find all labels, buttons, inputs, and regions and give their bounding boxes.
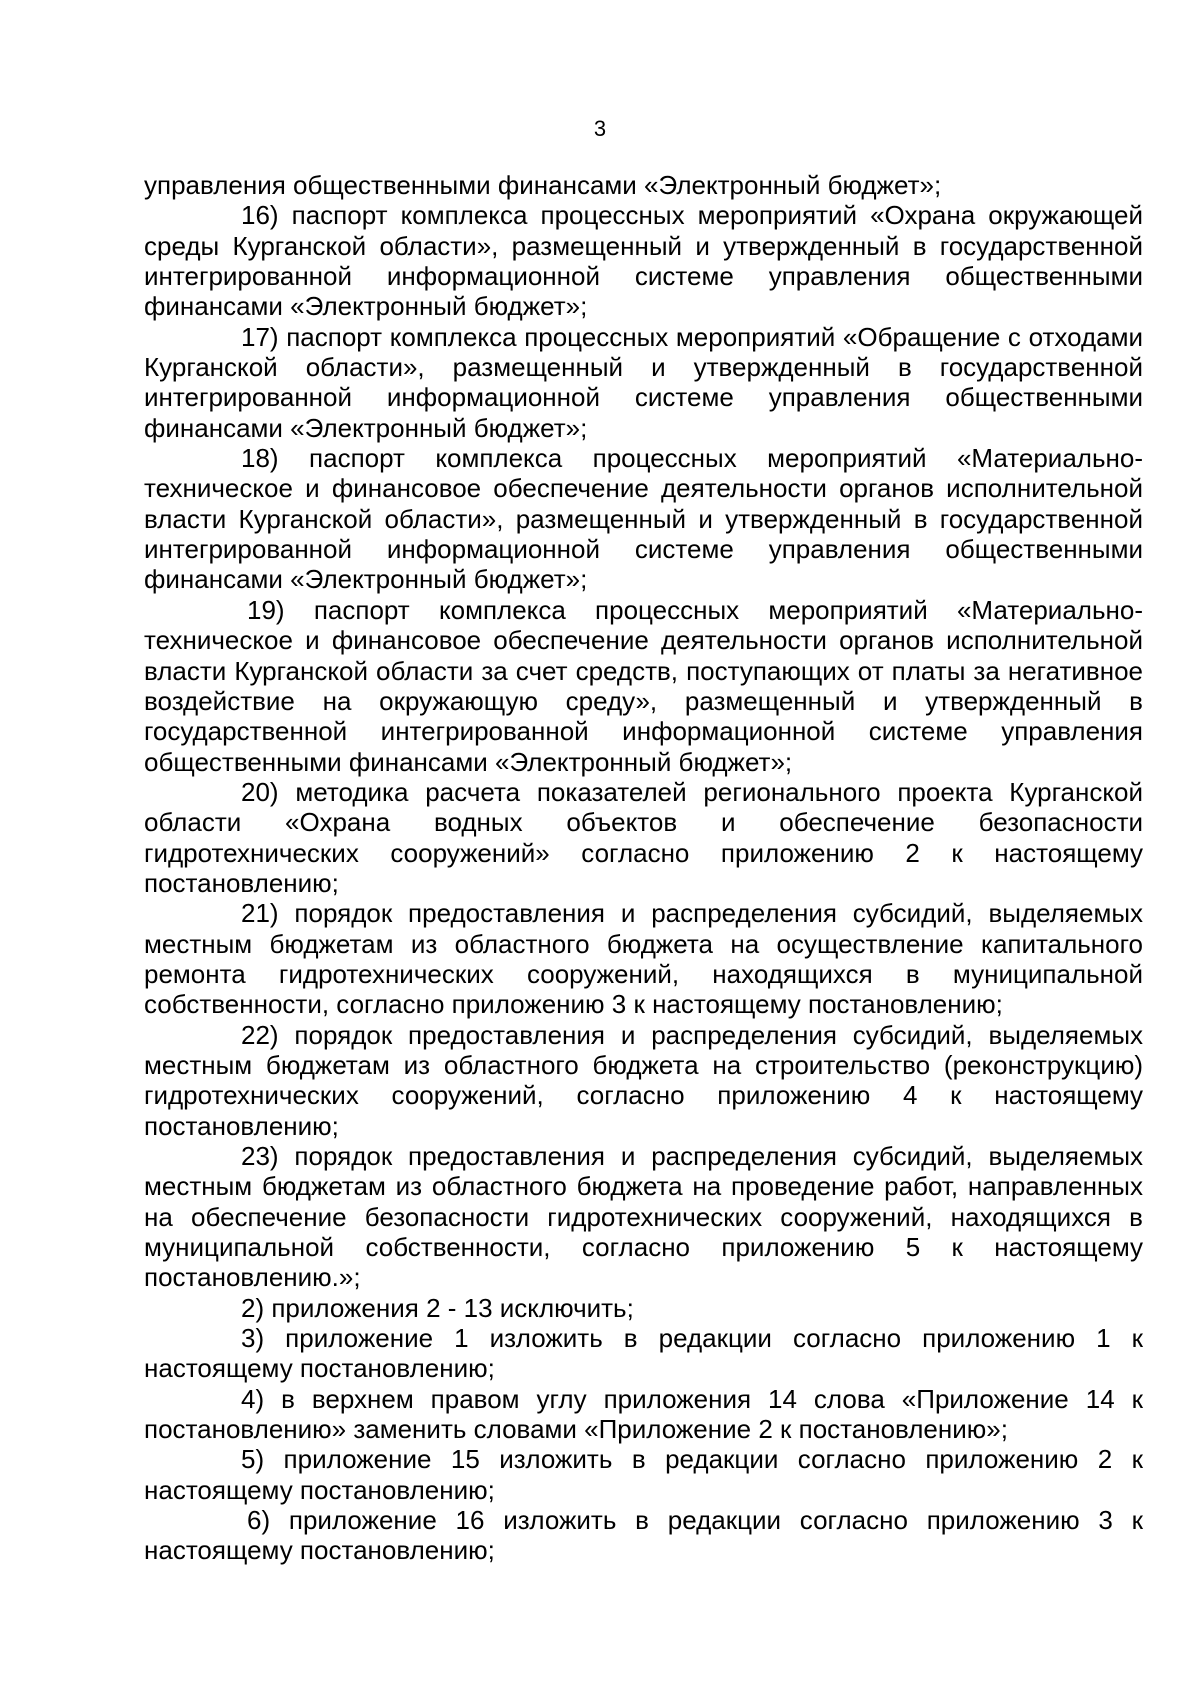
list-item-19: 19) паспорт комплекса процессных мероприятий «Материально-техническое и финансовое обеспечение деятельности органов исполнительной власти Курганской области за счет средств, поступающих от платы за негативное воздействие на окружающую среду», размещенный и утвержденный в государственной интегрированной информационной системе управления общественными финансами «Электронный бюджет»; bbox=[144, 594, 1143, 777]
amendment-item-2: 2) приложения 2 - 13 исключить; bbox=[241, 1292, 634, 1323]
paragraph-continuation: управления общественными финансами «Электронный бюджет»; bbox=[144, 170, 942, 200]
page-number: 3 bbox=[593, 116, 607, 141]
list-item-23: 23) порядок предоставления и распределения субсидий, выделяемых местным бюджетам из областного бюджета на проведение работ, направленных на обеспечение безопасности гидротехнических сооружений, находящихся в муниципальной собственности, согласно приложению 5 к настоящему постановлению.»; bbox=[144, 1141, 1143, 1293]
amendment-item-4: 4) в верхнем правом углу приложения 14 слова «Приложение 14 к постановлению» заменить словами «Приложение 2 к постановлению»; bbox=[144, 1383, 1143, 1445]
amendment-item-6: 6) приложение 16 изложить в редакции согласно приложению 3 к настоящему постановлению; bbox=[144, 1505, 1143, 1566]
amendment-item-5: 5) приложение 15 изложить в редакции согласно приложению 2 к настоящему постановлению; bbox=[144, 1444, 1143, 1505]
list-item-17: 17) паспорт комплекса процессных мероприятий «Обращение с отходами Курганской области», размещенный и утвержденный в государственной интегрированной информационной системе управления общественными финансами «Электронный бюджет»; bbox=[144, 321, 1143, 443]
amendment-item-3: 3) приложение 1 изложить в редакции согласно приложению 1 к настоящему постановлению; bbox=[144, 1323, 1143, 1384]
list-item-16: 16) паспорт комплекса процессных мероприятий «Охрана окружающей среды Курганской области», размещенный и утвержденный в государственной интегрированной информационной системе управления общественными финансами «Электронный бюджет»; bbox=[144, 200, 1143, 322]
list-item-20: 20) методика расчета показателей регионального проекта Курганской области «Охрана водных объектов и обеспечение безопасности гидротехнических сооружений» согласно приложению 2 к настоящему постановлению; bbox=[144, 776, 1143, 898]
list-item-21: 21) порядок предоставления и распределения субсидий, выделяемых местным бюджетам из областного бюджета на осуществление капитального ремонта гидротехнических сооружений, находящихся в муниципальной собственности, согласно приложению 3 к настоящему постановлению; bbox=[144, 898, 1143, 1020]
document-body bbox=[144, 170, 1143, 1566]
list-item-22: 22) порядок предоставления и распределения субсидий, выделяемых местным бюджетам из областного бюджета на строительство (реконструкцию) гидротехнических сооружений, согласно приложению 4 к настоящему постановлению; bbox=[144, 1019, 1143, 1141]
list-item-18: 18) паспорт комплекса процессных мероприятий «Материально-техническое и финансовое обеспечение деятельности органов исполнительной власти Курганской области», размещенный и утвержденный в государственной интегрированной информационной системе управления общественными финансами «Электронный бюджет»; bbox=[144, 443, 1143, 595]
